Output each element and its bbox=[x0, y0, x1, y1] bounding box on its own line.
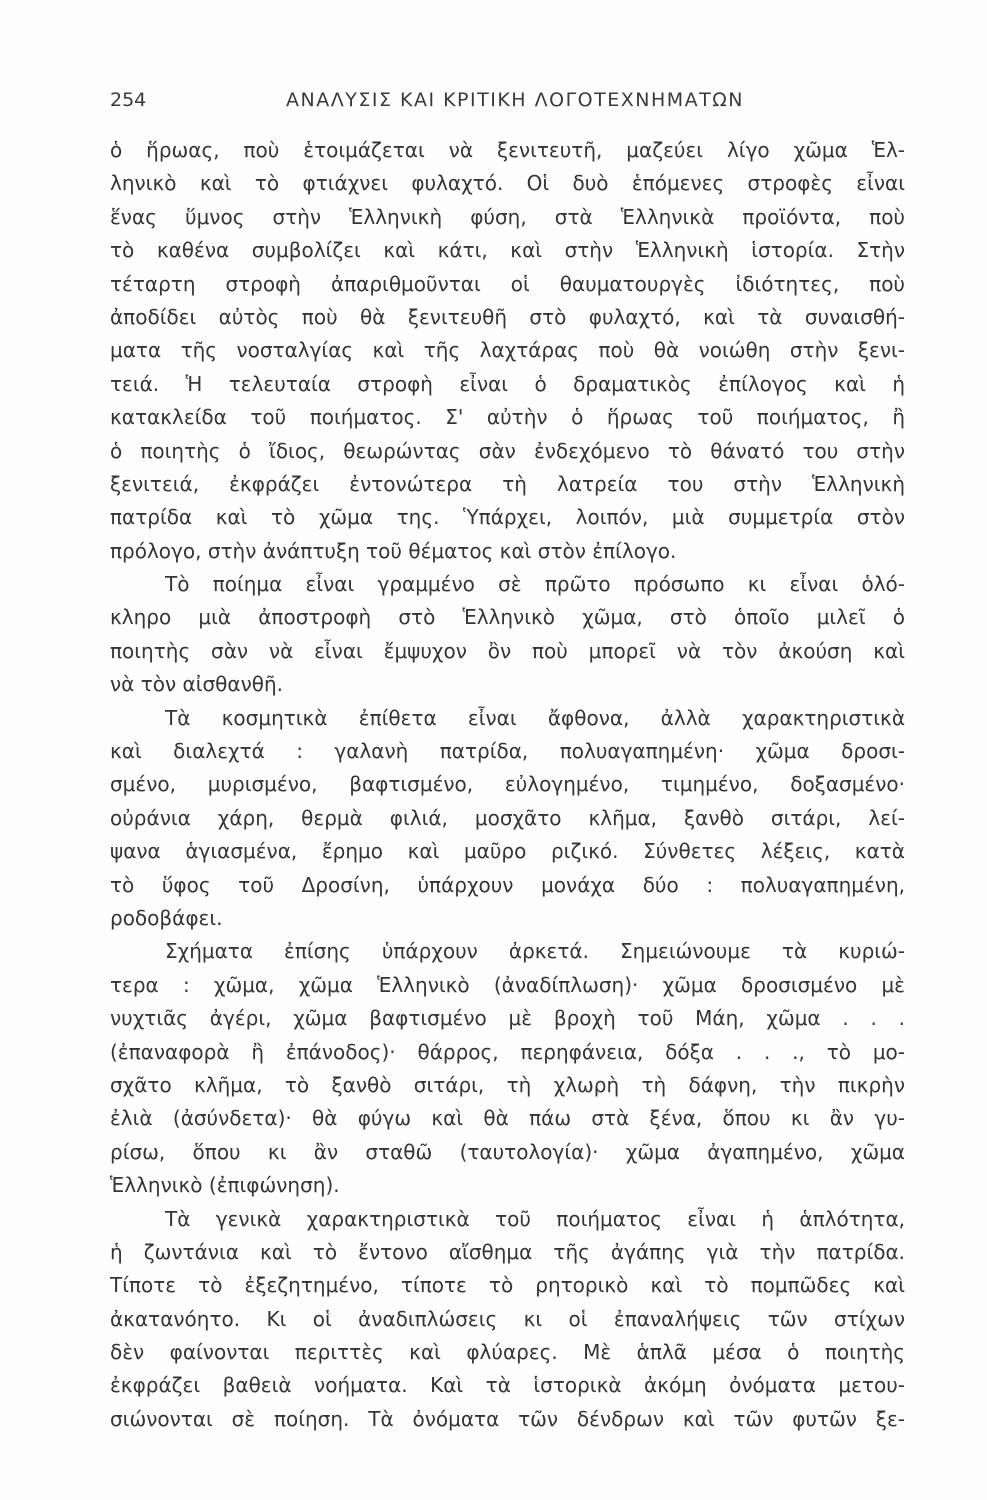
page-number: 254 bbox=[110, 89, 147, 111]
paragraph bbox=[110, 1203, 905, 1437]
text-line: οὐράνια χάρη, θερμὰ φιλιά, μοσχᾶτο κλῆμα, ξανθὸ σιτάρι, λεί- bbox=[110, 805, 905, 830]
text-line: (ἐπαναφορὰ ἢ ἐπάνοδος)· θάρρος, περηφάνεια, δόξα . . ., τὸ μο- bbox=[110, 1039, 905, 1064]
text-line: ροδοβάφει. bbox=[110, 905, 223, 930]
text-line: ὁ ποιητὴς ὁ ἴδιος, θεωρώντας σὰν ἐνδεχόμενο τὸ θάνατό του στὴν bbox=[110, 438, 905, 463]
text-line: σμένο, μυρισμένο, βαφτισμένο, εὐλογημένο, τιμημένο, δοξασμένο· bbox=[110, 772, 905, 797]
text-line: πατρίδα καὶ τὸ χῶμα της. Ὑπάρχει, λοιπόν, μιὰ συμμετρία στὸν bbox=[110, 505, 905, 530]
text-line: σχᾶτο κλῆμα, τὸ ξανθὸ σιτάρι, τὴ χλωρὴ τὴ δάφνη, τὴν πικρὴν bbox=[110, 1072, 905, 1097]
text-line: νυχτιᾶς ἀγέρι, χῶμα βαφτισμένο μὲ βροχὴ τοῦ Μάη, χῶμα . . . bbox=[110, 1006, 905, 1031]
text-line: ἀκατανόητο. Κι οἱ ἀναδιπλώσεις κι οἱ ἐπαναλήψεις τῶν στίχων bbox=[110, 1306, 905, 1331]
text-line: τὸ καθένα συμβολίζει καὶ κάτι, καὶ στὴν Ἑλληνικὴ ἱστορία. Στὴν bbox=[110, 238, 905, 263]
text-line: Τὰ κοσμητικὰ ἐπίθετα εἶναι ἄφθονα, ἀλλὰ χαρακτηριστικὰ bbox=[165, 705, 905, 730]
paragraph bbox=[110, 702, 905, 936]
text-line: καὶ διαλεχτά : γαλανὴ πατρίδα, πολυαγαπημένη· χῶμα δροσι- bbox=[110, 739, 905, 764]
body-text bbox=[110, 134, 905, 1436]
text-line: κληρο μιὰ ἀποστροφὴ στὸ Ἑλληνικὸ χῶμα, στὸ ὁποῖο μιλεῖ ὁ bbox=[110, 605, 905, 630]
text-line: νὰ τὸν αἰσθανθῆ. bbox=[110, 672, 284, 697]
text-line: τέταρτη στροφὴ ἀπαριθμοῦνται οἱ θαυματουργὲς ἰδιότητες, ποὺ bbox=[110, 271, 905, 296]
text-line: Σχήματα ἐπίσης ὑπάρχουν ἀρκετά. Σημειώνουμε τὰ κυριώ- bbox=[165, 939, 905, 964]
text-line: ματα τῆς νοσταλγίας καὶ τῆς λαχτάρας ποὺ θὰ νοιώθη στὴν ξενι- bbox=[110, 338, 905, 363]
text-line: σιώνονται σὲ ποίηση. Τὰ ὀνόματα τῶν δένδρων καὶ τῶν φυτῶν ξε- bbox=[110, 1406, 905, 1431]
text-line: ποιητὴς σὰν νὰ εἶναι ἔμψυχον ὂν ποὺ μπορεῖ νὰ τὸν ἀκούση καὶ bbox=[110, 638, 905, 663]
text-line: ἐκφράζει βαθειὰ νοήματα. Καὶ τὰ ἱστορικὰ ἀκόμη ὀνόματα μετου- bbox=[110, 1373, 905, 1398]
paragraph bbox=[110, 935, 905, 1202]
text-line: ἕνας ὕμνος στὴν Ἑλληνικὴ φύση, στὰ Ἑλληνικὰ προϊόντα, ποὺ bbox=[110, 204, 905, 229]
text-line: ψανα ἁγιασμένα, ἔρημο καὶ μαῦρο ριζικό. Σύνθετες λέξεις, κατὰ bbox=[110, 839, 905, 864]
text-line: Τὰ γενικὰ χαρακτηριστικὰ τοῦ ποιήματος εἶναι ἡ ἁπλότητα, bbox=[165, 1206, 905, 1231]
paragraph bbox=[110, 134, 905, 568]
text-line: ρίσω, ὅπου κι ἂν σταθῶ (ταυτολογία)· χῶμα ἀγαπημένο, χῶμα bbox=[110, 1139, 905, 1164]
text-line: ὁ ἥρωας, ποὺ ἑτοιμάζεται νὰ ξενιτευτῆ, μαζεύει λίγο χῶμα Ἑλ- bbox=[110, 138, 905, 162]
text-line: Ἑλληνικὸ (ἐπιφώνηση). bbox=[110, 1173, 340, 1198]
text-line: ἀποδίδει αὐτὸς ποὺ θὰ ξενιτευθῆ στὸ φυλαχτό, καὶ τὰ συναισθή- bbox=[110, 304, 905, 329]
text-line: τειά. Ἡ τελευταία στροφὴ εἶναι ὁ δραματικὸς ἐπίλογος καὶ ἡ bbox=[110, 371, 905, 396]
text-line: ἡ ζωντάνια καὶ τὸ ἔντονο αἴσθημα τῆς ἀγάπης γιὰ τὴν πατρίδα. bbox=[110, 1239, 905, 1264]
text-line: Τίποτε τὸ ἐξεζητημένο, τίποτε τὸ ρητορικὸ καὶ τὸ πομπῶδες καὶ bbox=[110, 1273, 905, 1298]
text-line: ξενιτειά, ἐκφράζει ἐντονώτερα τὴ λατρεία του στὴν Ἑλληνικὴ bbox=[110, 471, 905, 496]
text-line: ἐλιὰ (ἀσύνδετα)· θὰ φύγω καὶ θὰ πάω στὰ ξένα, ὅπου κι ἂν γυ- bbox=[110, 1106, 905, 1131]
text-line: πρόλογο, στὴν ἀνάπτυξη τοῦ θέματος καὶ στὸν ἐπίλογο. bbox=[110, 538, 677, 563]
text-line: ληνικὸ καὶ τὸ φτιάχνει φυλαχτό. Οἱ δυὸ ἑπόμενες στροφὲς εἶναι bbox=[110, 171, 905, 196]
text-line: Τὸ ποίημα εἶναι γραμμένο σὲ πρῶτο πρόσωπο κι εἶναι ὁλό- bbox=[165, 572, 905, 597]
text-line: τερα : χῶμα, χῶμα Ἑλληνικὸ (ἀναδίπλωση)· χῶμα δροσισμένο μὲ bbox=[110, 972, 905, 997]
paragraph bbox=[110, 568, 905, 702]
running-title: ΑΝΑΛΥΣΙΣ ΚΑΙ ΚΡΙΤΙΚΗ ΛΟΓΟΤΕΧΝΗΜΑΤΩΝ bbox=[286, 89, 744, 111]
text-line: τὸ ὕφος τοῦ Δροσίνη, ὑπάρχουν μονάχα δύο : πολυαγαπημένη, bbox=[110, 872, 905, 897]
text-line: κατακλείδα τοῦ ποιήματος. Σ' αὐτὴν ὁ ἥρωας τοῦ ποιήματος, ἢ bbox=[110, 405, 905, 430]
text-line: δὲν φαίνονται περιττὲς καὶ φλύαρες. Μὲ ἁπλᾶ μέσα ὁ ποιητὴς bbox=[110, 1340, 905, 1365]
